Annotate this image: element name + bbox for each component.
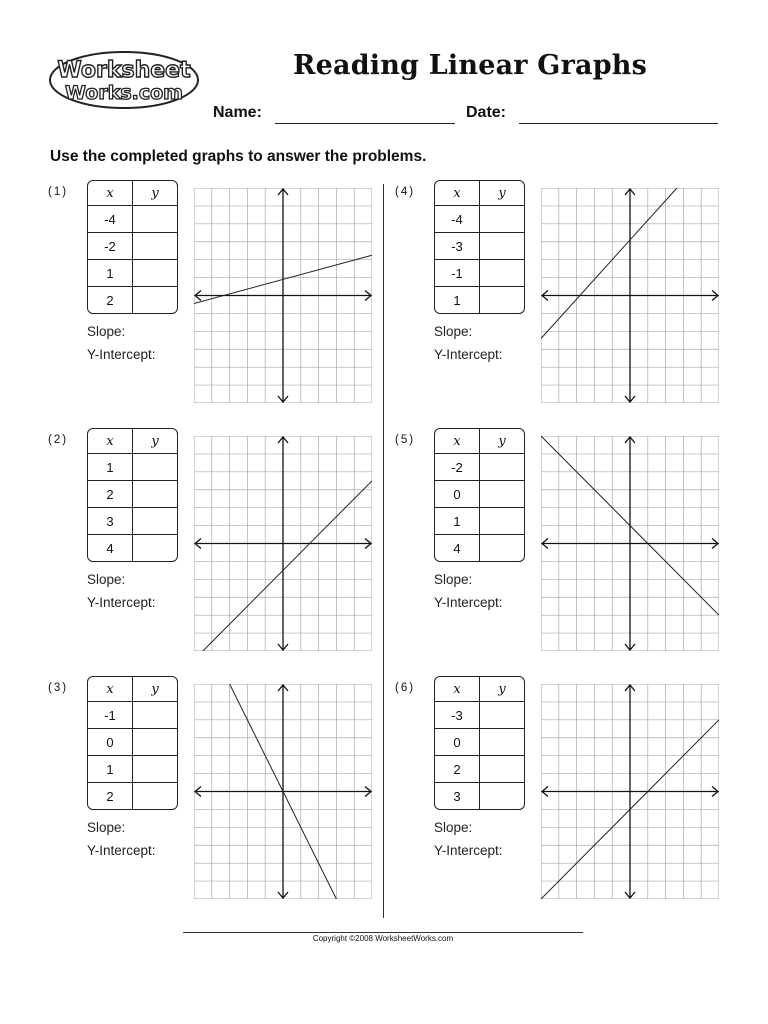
x-value-cell: 4 (435, 535, 480, 561)
problem-number: (2) (48, 434, 69, 446)
xy-table (87, 428, 178, 562)
slope-label: Slope: (87, 324, 126, 339)
x-value-cell: 3 (88, 508, 133, 535)
problem-6 (395, 676, 735, 911)
y-intercept-label: Y-Intercept: (434, 595, 503, 610)
problem-1 (48, 180, 388, 415)
column-header-y: y (480, 181, 524, 206)
coordinate-graph (541, 188, 719, 403)
y-intercept-label: Y-Intercept: (87, 843, 156, 858)
column-header-x: x (88, 677, 133, 702)
xy-table (434, 428, 525, 562)
y-answer-cell[interactable] (133, 454, 177, 481)
footer-rule (183, 932, 583, 933)
y-answer-cell[interactable] (480, 454, 524, 481)
x-value-cell: -1 (88, 702, 133, 729)
x-value-cell: 2 (88, 783, 133, 809)
coordinate-graph (194, 684, 372, 899)
name-label: Name: (213, 104, 262, 121)
x-value-cell: 4 (88, 535, 133, 561)
name-field[interactable] (275, 123, 455, 124)
copyright: Copyright ©2008 WorksheetWorks.com (312, 934, 454, 943)
x-value-cell: 1 (435, 287, 480, 313)
y-answer-cell[interactable] (480, 260, 524, 287)
x-value-cell: 2 (88, 287, 133, 313)
slope-label: Slope: (434, 572, 473, 587)
xy-table (434, 180, 525, 314)
slope-label: Slope: (87, 820, 126, 835)
y-answer-cell[interactable] (133, 233, 177, 260)
y-answer-cell[interactable] (133, 287, 177, 313)
y-answer-cell[interactable] (133, 508, 177, 535)
problem-number: (3) (48, 682, 69, 694)
problem-5 (395, 428, 735, 663)
y-answer-cell[interactable] (133, 702, 177, 729)
x-value-cell: 3 (435, 783, 480, 809)
coordinate-graph (541, 684, 719, 899)
column-header-y: y (480, 677, 524, 702)
x-value-cell: 1 (88, 454, 133, 481)
page-title: Reading Linear Graphs (292, 50, 647, 81)
x-value-cell: 2 (435, 756, 480, 783)
problem-3 (48, 676, 388, 911)
y-intercept-label: Y-Intercept: (87, 595, 156, 610)
y-answer-cell[interactable] (133, 206, 177, 233)
column-header-y: y (133, 677, 177, 702)
coordinate-graph (541, 436, 719, 651)
x-value-cell: -1 (435, 260, 480, 287)
date-label: Date: (466, 104, 507, 121)
x-value-cell: -4 (88, 206, 133, 233)
y-answer-cell[interactable] (133, 260, 177, 287)
date-field[interactable] (519, 123, 718, 124)
x-value-cell: -3 (435, 233, 480, 260)
worksheetworks-logo (48, 50, 200, 110)
x-value-cell: 2 (88, 481, 133, 508)
column-header-x: x (88, 429, 133, 454)
y-answer-cell[interactable] (480, 206, 524, 233)
xy-table (87, 676, 178, 810)
x-value-cell: -2 (435, 454, 480, 481)
y-intercept-label: Y-Intercept: (87, 347, 156, 362)
column-header-x: x (435, 181, 480, 206)
problem-number: (1) (48, 186, 69, 198)
y-answer-cell[interactable] (480, 508, 524, 535)
y-answer-cell[interactable] (480, 233, 524, 260)
x-value-cell: -3 (435, 702, 480, 729)
y-answer-cell[interactable] (480, 729, 524, 756)
xy-table (434, 676, 525, 810)
y-answer-cell[interactable] (133, 535, 177, 561)
column-header-x: x (88, 181, 133, 206)
problem-4 (395, 180, 735, 415)
y-answer-cell[interactable] (480, 783, 524, 809)
x-value-cell: 1 (435, 508, 480, 535)
column-header-x: x (435, 429, 480, 454)
problem-number: (5) (395, 434, 416, 446)
x-value-cell: 1 (88, 756, 133, 783)
x-value-cell: 0 (435, 481, 480, 508)
slope-label: Slope: (87, 572, 126, 587)
y-answer-cell[interactable] (133, 756, 177, 783)
logo-line1: Worksheet (57, 58, 191, 83)
x-value-cell: 1 (88, 260, 133, 287)
column-header-x: x (435, 677, 480, 702)
instructions: Use the completed graphs to answer the problems. (50, 148, 427, 165)
y-answer-cell[interactable] (480, 535, 524, 561)
x-value-cell: -2 (88, 233, 133, 260)
y-answer-cell[interactable] (133, 481, 177, 508)
column-header-y: y (133, 181, 177, 206)
y-intercept-label: Y-Intercept: (434, 347, 503, 362)
y-intercept-label: Y-Intercept: (434, 843, 503, 858)
column-header-y: y (133, 429, 177, 454)
xy-table (87, 180, 178, 314)
y-answer-cell[interactable] (133, 729, 177, 756)
x-value-cell: 0 (435, 729, 480, 756)
slope-label: Slope: (434, 324, 473, 339)
y-answer-cell[interactable] (480, 702, 524, 729)
problem-number: (6) (395, 682, 416, 694)
x-value-cell: 0 (88, 729, 133, 756)
slope-label: Slope: (434, 820, 473, 835)
logo-line2: Works.com (65, 82, 183, 104)
y-answer-cell[interactable] (480, 756, 524, 783)
coordinate-graph (194, 436, 372, 651)
x-value-cell: -4 (435, 206, 480, 233)
coordinate-graph (194, 188, 372, 403)
y-answer-cell[interactable] (480, 287, 524, 313)
problem-2 (48, 428, 388, 663)
column-header-y: y (480, 429, 524, 454)
y-answer-cell[interactable] (480, 481, 524, 508)
problem-number: (4) (395, 186, 416, 198)
y-answer-cell[interactable] (133, 783, 177, 809)
